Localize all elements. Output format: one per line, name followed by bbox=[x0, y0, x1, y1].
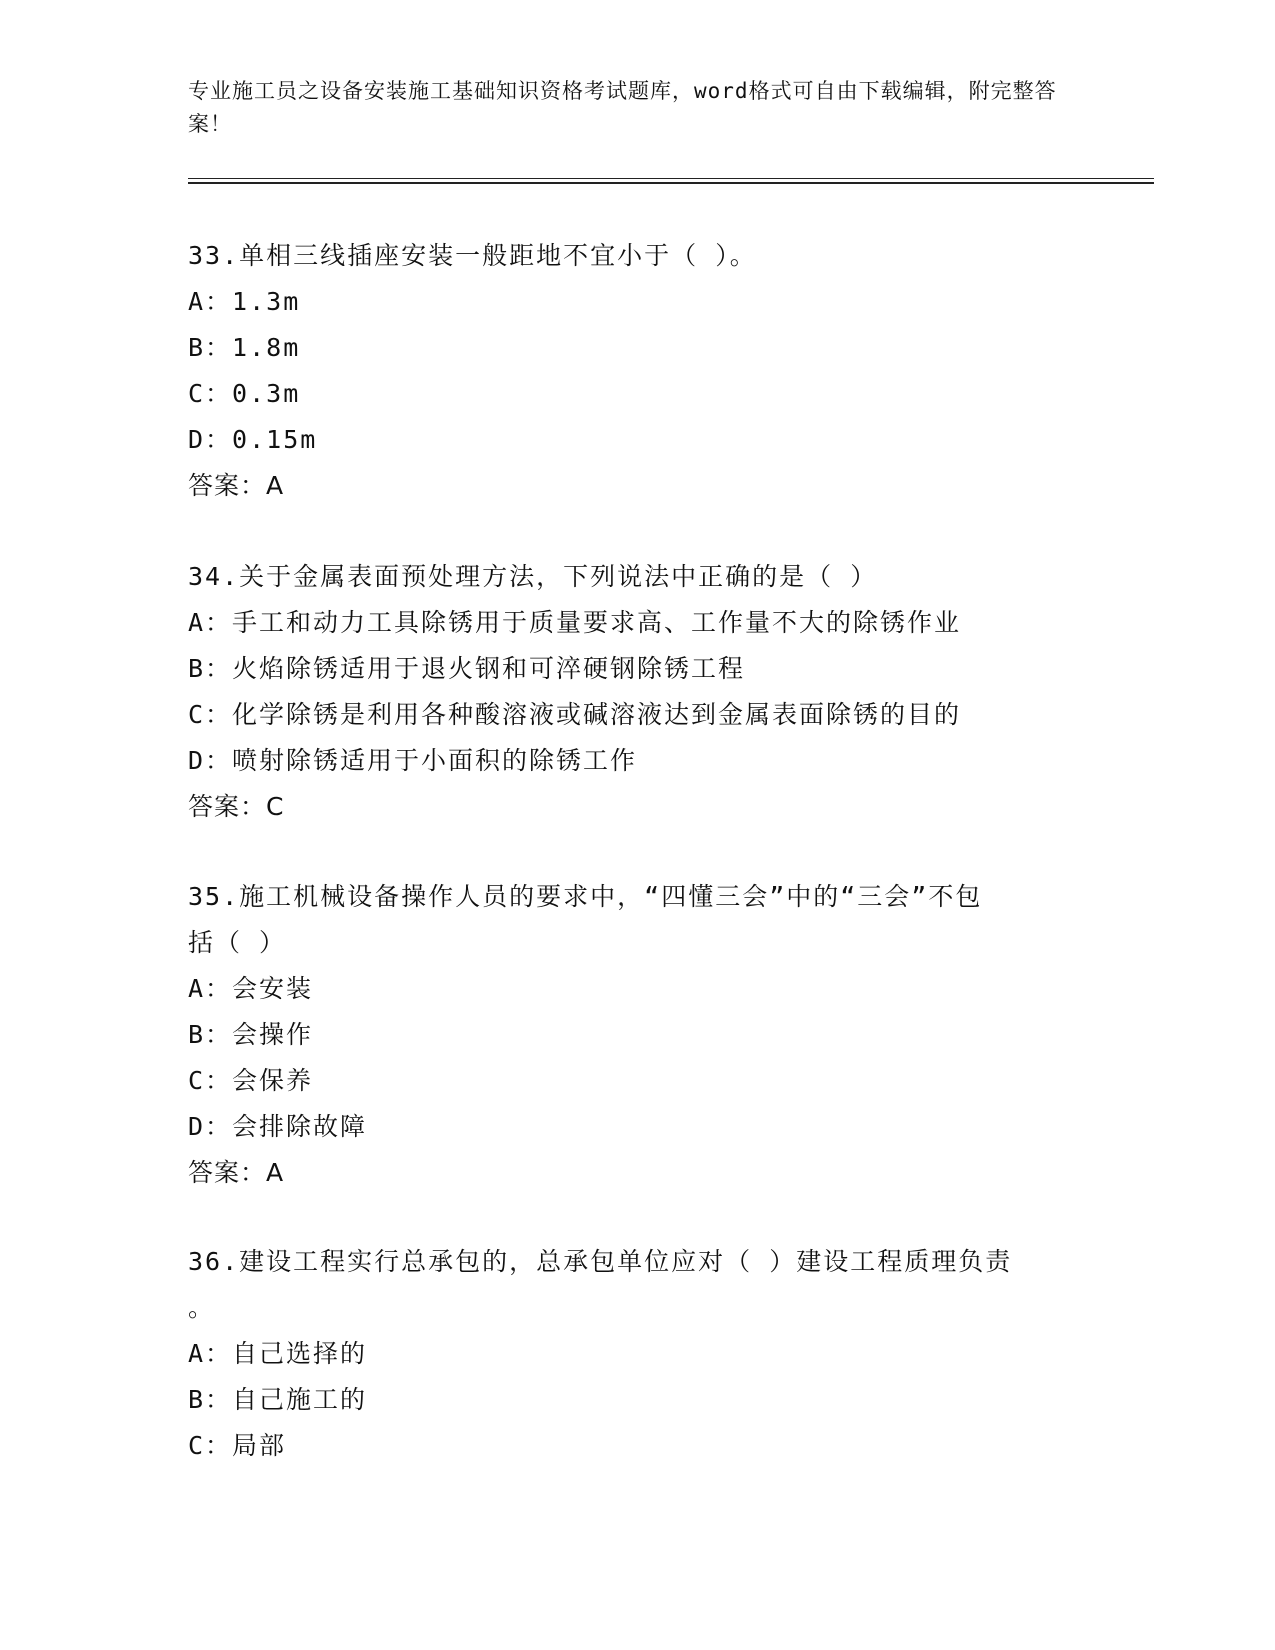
question-stem: 33.单相三线插座安装一般距地不宜小于（ ）。 bbox=[188, 241, 757, 270]
question-stem-line-2: 括（ ） bbox=[188, 928, 287, 957]
option-a: A：自己选择的 bbox=[188, 1339, 368, 1368]
option-a: A：手工和动力工具除锈用于质量要求高、工作量不大的除锈作业 bbox=[188, 608, 962, 637]
option-b: B：火焰除锈适用于退火钢和可淬硬钢除锈工程 bbox=[188, 654, 746, 683]
header-divider-thick bbox=[188, 182, 1154, 184]
option-c: C：会保养 bbox=[188, 1066, 314, 1095]
question-stem-line-1: 36.建设工程实行总承包的，总承包单位应对（ ）建设工程质理负责 bbox=[188, 1247, 1013, 1276]
answer-text: 答案：A bbox=[188, 471, 285, 500]
option-a: A：1.3m bbox=[188, 287, 301, 316]
option-b: B：自己施工的 bbox=[188, 1385, 368, 1414]
option-b: B：1.8m bbox=[188, 333, 301, 362]
question-36 bbox=[188, 1239, 1088, 1469]
question-35 bbox=[188, 874, 1088, 1196]
question-stem: 34.关于金属表面预处理方法，下列说法中正确的是（ ） bbox=[188, 562, 878, 591]
answer-text: 答案：C bbox=[188, 792, 285, 821]
document-header: 专业施工员之设备安装施工基础知识资格考试题库，word格式可自由下载编辑，附完整答案！ bbox=[188, 79, 1057, 136]
option-c: C：局部 bbox=[188, 1431, 287, 1460]
question-stem-line-2: 。 bbox=[188, 1293, 216, 1322]
option-b: B：会操作 bbox=[188, 1020, 314, 1049]
question-33 bbox=[188, 233, 1088, 509]
question-34 bbox=[188, 554, 1088, 830]
option-c: C：化学除锈是利用各种酸溶液或碱溶液达到金属表面除锈的目的 bbox=[188, 700, 962, 729]
option-c: C：0.3m bbox=[188, 379, 301, 408]
header-divider-thin bbox=[188, 178, 1154, 179]
answer-text: 答案：A bbox=[188, 1158, 285, 1187]
option-d: D：会排除故障 bbox=[188, 1112, 368, 1141]
option-a: A：会安装 bbox=[188, 974, 314, 1003]
option-d: D：喷射除锈适用于小面积的除锈工作 bbox=[188, 746, 638, 775]
option-d: D：0.15m bbox=[188, 425, 318, 454]
question-stem-line-1: 35.施工机械设备操作人员的要求中，“四懂三会”中的“三会”不包 bbox=[188, 882, 983, 911]
